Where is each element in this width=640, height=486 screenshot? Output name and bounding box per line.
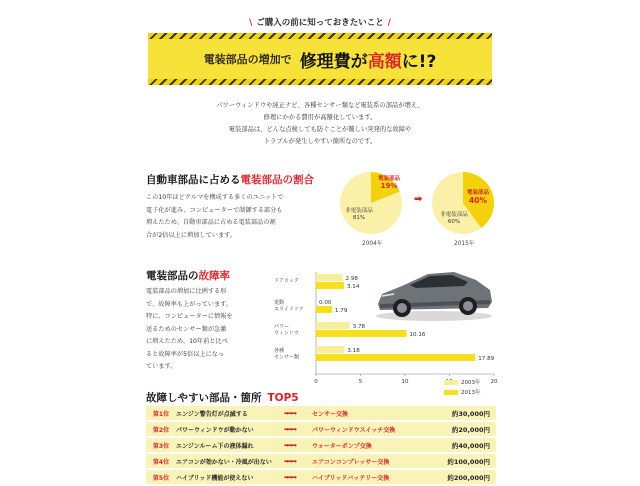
failure-line: 電装部品の増加に比例する形 xyxy=(146,288,227,295)
bar-value-label: 1.79 xyxy=(334,307,348,314)
repair-label: パワーウィンドウスイッチ交換 xyxy=(312,426,396,434)
legend-swatch-2003 xyxy=(444,380,458,385)
category-label: センサー類 xyxy=(274,354,300,361)
top5-row xyxy=(146,422,496,436)
category-label: ドアロック xyxy=(274,278,299,284)
bar-2003年 xyxy=(316,346,344,353)
symptom-label: エンジンルーム下の液体漏れ xyxy=(176,442,254,450)
bar-2013年 xyxy=(316,306,332,313)
top5-row xyxy=(146,438,496,452)
failure-line: ています。 xyxy=(146,363,177,370)
ratio-line: 電子化が進み、コンピューターで制御する部分も xyxy=(146,206,283,214)
repair-label: センサー交換 xyxy=(312,410,349,418)
failure-heading xyxy=(146,268,230,283)
top5-row xyxy=(146,406,496,420)
bar-2013年 xyxy=(316,354,475,361)
x-tick-label: 5 xyxy=(358,379,363,385)
cost-label: 約100,000円 xyxy=(447,457,490,466)
failure-line: ると故障率が5倍以上になっ xyxy=(146,350,225,358)
bar-value-label: 3.14 xyxy=(346,283,360,290)
legend-label-2013: 2013年 xyxy=(461,390,481,396)
failure-line: 送るためのセンサー類が急激 xyxy=(146,325,227,333)
bar-2003年 xyxy=(316,322,350,329)
banner-title-red: 高額 xyxy=(367,51,402,72)
bar-value-label: 10.16 xyxy=(409,331,426,338)
legend-item-2003 xyxy=(444,378,481,386)
triple-arrow-icon: ➡➡➡ xyxy=(284,457,297,465)
kicker-text: ご購入の前に知っておきたいこと xyxy=(256,18,384,28)
bar-value-label: 17.89 xyxy=(478,355,495,362)
top5-heading-black: 故障しやすい部品・箇所 xyxy=(146,392,262,404)
cost-label: 約30,000円 xyxy=(451,409,490,418)
intro-line: トラブルが発生しやすい箇所なのです。 xyxy=(263,138,377,145)
banner-body xyxy=(148,39,492,79)
top5-list xyxy=(146,406,496,486)
arrow-right-icon: ➡ xyxy=(414,194,423,205)
failure-line: 特に、コンピューターに情報を xyxy=(146,313,233,320)
legend-label-2003: 2003年 xyxy=(461,380,481,386)
symptom-label: パワーウィンドウが動かない xyxy=(176,426,254,434)
intro-line: 電装部品は、どんな点検しても防ぐことが難しい突発的な故障や xyxy=(228,126,412,133)
bar-2013年 xyxy=(316,282,344,289)
x-tick-label: 0 xyxy=(314,379,318,385)
ratio-heading-black: 自動車部品に占める xyxy=(146,174,241,186)
intro-line: パワーウィンドウや純正ナビ、各種センサー類など電装系の部品が増え、 xyxy=(216,102,424,109)
bar-value-label: 2.98 xyxy=(345,275,358,282)
top5-heading-red: TOP5 xyxy=(267,392,299,404)
category-label: 各種 xyxy=(274,348,285,354)
triple-arrow-icon: ➡➡➡ xyxy=(284,409,297,417)
intro-kicker xyxy=(0,16,640,28)
bar-value-label: 0.00 xyxy=(319,299,332,306)
rank-label: 第3位 xyxy=(152,442,170,450)
cost-label: 約20,000円 xyxy=(451,425,490,434)
symptom-label: ハイブリッド機能が使えない xyxy=(176,474,254,482)
pie-2004-elec-label: 電装部品 19% xyxy=(377,176,400,190)
symptom-label: エンジン警告灯が点滅する xyxy=(176,410,248,418)
legend-item-2013 xyxy=(444,388,481,396)
top5-row xyxy=(146,470,496,484)
headline-banner xyxy=(148,33,492,85)
pie-2004-year: 2004年 xyxy=(362,241,383,247)
triple-arrow-icon: ➡➡➡ xyxy=(284,473,297,481)
rank-label: 第1位 xyxy=(152,410,170,418)
repair-label: ハイブリッドバッテリー交換 xyxy=(312,474,390,482)
kicker-slash-right: / xyxy=(387,18,391,28)
pie-2015-non-label: 非電装部品 60% xyxy=(440,212,468,225)
banner-title-part2: に!? xyxy=(401,51,437,72)
intro-paragraph xyxy=(150,100,490,148)
category-label: 電動 xyxy=(274,300,285,306)
cost-label: 約200,000円 xyxy=(447,473,490,482)
bar-2013年 xyxy=(316,330,406,337)
chart-legend xyxy=(444,378,481,398)
cost-label: 約40,000円 xyxy=(451,441,490,450)
x-tick-label: 10 xyxy=(401,379,409,385)
failure-line: に増えたため、10年前と比べ xyxy=(146,338,228,345)
category-label: スライドドア xyxy=(274,306,304,313)
ratio-description xyxy=(146,192,346,242)
failure-line: で、故障率も上がっています。 xyxy=(146,300,233,308)
failure-heading-red: 故障率 xyxy=(198,270,230,282)
pie-2004-non-label: 非電装部品 81% xyxy=(345,208,373,221)
ratio-line: この10年ほどクルマを構成する多くのユニットで xyxy=(146,194,284,201)
ratio-line: 合が2倍以上に増加しています。 xyxy=(146,231,237,239)
category-label: パワー xyxy=(274,324,290,330)
bar-value-label: 3.18 xyxy=(347,347,360,354)
triple-arrow-icon: ➡➡➡ xyxy=(284,425,297,433)
ratio-heading-red: 電装部品の割合 xyxy=(240,174,314,186)
failure-heading-black: 電装部品の xyxy=(146,270,199,282)
top5-heading xyxy=(146,390,299,405)
pie-2015-year: 2015年 xyxy=(454,241,475,247)
rank-label: 第5位 xyxy=(152,474,170,482)
rank-label: 第2位 xyxy=(152,426,170,434)
repair-label: ウォーターポンプ交換 xyxy=(312,442,372,450)
failure-description xyxy=(146,286,284,374)
bar-2003年 xyxy=(316,274,343,281)
triple-arrow-icon: ➡➡➡ xyxy=(284,441,297,449)
banner-subtitle: 電装部品の増加で xyxy=(203,53,292,66)
legend-swatch-2013 xyxy=(444,390,458,395)
ratio-heading xyxy=(146,172,314,187)
banner-title-part1: 修理費が xyxy=(299,51,368,72)
symptom-label: エアコンが効かない・冷風が出ない xyxy=(176,458,272,466)
kicker-slash-left: \ xyxy=(249,18,253,28)
category-label: ウィンドウ xyxy=(274,330,299,337)
top5-row xyxy=(146,454,496,468)
intro-line: 修理にかかる費用が高額化しています。 xyxy=(263,114,377,121)
pie-2015-elec-label: 電装部品 40% xyxy=(466,190,489,205)
banner-title xyxy=(300,47,437,72)
ratio-line: 増えたため、自動車部品に占める電装部品の割 xyxy=(146,219,276,226)
banner-stripes-bottom xyxy=(148,79,492,85)
bar-value-label: 3.78 xyxy=(352,323,366,330)
x-tick-label: 20 xyxy=(490,379,498,385)
rank-label: 第4位 xyxy=(152,458,170,466)
repair-label: エアコンコンプレッサー交換 xyxy=(312,458,390,466)
